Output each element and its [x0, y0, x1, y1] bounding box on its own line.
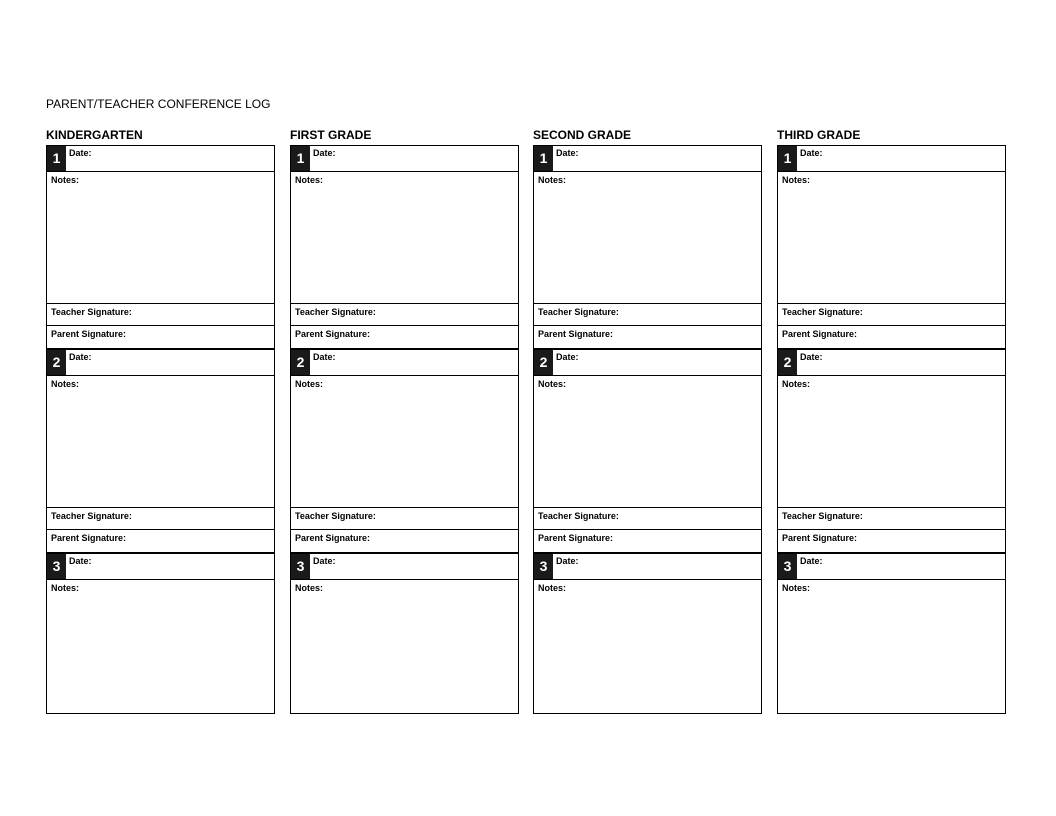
grade-column — [46, 128, 275, 714]
conference-table — [533, 145, 762, 714]
notes-field[interactable] — [778, 376, 1005, 508]
date-row[interactable] — [534, 350, 761, 376]
conference-entry — [47, 552, 274, 713]
notes-label: Notes: — [51, 379, 80, 389]
teacher-signature-field[interactable] — [778, 304, 1005, 326]
conference-number: 2 — [291, 350, 310, 375]
date-row[interactable] — [778, 554, 1005, 580]
conference-number: 1 — [47, 146, 66, 171]
notes-label: Notes: — [51, 175, 80, 185]
conference-number: 3 — [778, 554, 797, 579]
teacher-signature-field[interactable] — [47, 304, 274, 326]
date-label: Date: — [556, 148, 579, 158]
grade-column — [533, 128, 762, 714]
date-label: Date: — [800, 556, 823, 566]
date-row[interactable] — [778, 350, 1005, 376]
conference-entry — [291, 552, 518, 713]
date-label: Date: — [313, 556, 336, 566]
date-label: Date: — [556, 352, 579, 362]
notes-field[interactable] — [778, 580, 1005, 713]
date-label: Date: — [69, 148, 92, 158]
notes-label: Notes: — [538, 175, 567, 185]
grade-heading: SECOND GRADE — [533, 128, 632, 142]
notes-label: Notes: — [782, 379, 811, 389]
parent-signature-label: Parent Signature: — [295, 533, 371, 543]
conference-entry — [534, 348, 761, 552]
notes-field[interactable] — [47, 376, 274, 508]
parent-signature-field[interactable] — [47, 326, 274, 348]
conference-number: 1 — [291, 146, 310, 171]
teacher-signature-label: Teacher Signature: — [51, 511, 132, 521]
notes-label: Notes: — [295, 175, 324, 185]
date-label: Date: — [313, 352, 336, 362]
parent-signature-label: Parent Signature: — [51, 329, 127, 339]
conference-number: 3 — [47, 554, 66, 579]
date-row[interactable] — [291, 146, 518, 172]
date-row[interactable] — [291, 350, 518, 376]
teacher-signature-label: Teacher Signature: — [782, 307, 863, 317]
conference-entry — [47, 146, 274, 348]
teacher-signature-label: Teacher Signature: — [782, 511, 863, 521]
teacher-signature-field[interactable] — [291, 508, 518, 530]
conference-entry — [778, 552, 1005, 713]
parent-signature-field[interactable] — [291, 530, 518, 552]
teacher-signature-field[interactable] — [291, 304, 518, 326]
date-label: Date: — [313, 148, 336, 158]
date-row[interactable] — [291, 554, 518, 580]
notes-label: Notes: — [782, 583, 811, 593]
notes-label: Notes: — [538, 583, 567, 593]
date-row[interactable] — [47, 350, 274, 376]
parent-signature-field[interactable] — [778, 530, 1005, 552]
conference-entry — [778, 146, 1005, 348]
notes-field[interactable] — [534, 580, 761, 713]
conference-number: 2 — [534, 350, 553, 375]
notes-field[interactable] — [291, 580, 518, 713]
date-row[interactable] — [778, 146, 1005, 172]
conference-table — [290, 145, 519, 714]
date-row[interactable] — [534, 146, 761, 172]
conference-entry — [534, 146, 761, 348]
notes-label: Notes: — [295, 583, 324, 593]
parent-signature-label: Parent Signature: — [782, 533, 858, 543]
conference-entry — [778, 348, 1005, 552]
conference-entry — [534, 552, 761, 713]
grade-heading: THIRD GRADE — [777, 128, 861, 142]
teacher-signature-label: Teacher Signature: — [538, 307, 619, 317]
parent-signature-field[interactable] — [778, 326, 1005, 348]
date-label: Date: — [69, 556, 92, 566]
teacher-signature-field[interactable] — [534, 508, 761, 530]
parent-signature-label: Parent Signature: — [295, 329, 371, 339]
notes-field[interactable] — [47, 172, 274, 304]
parent-signature-label: Parent Signature: — [538, 329, 614, 339]
teacher-signature-label: Teacher Signature: — [51, 307, 132, 317]
conference-number: 1 — [778, 146, 797, 171]
grade-heading: FIRST GRADE — [290, 128, 372, 142]
notes-field[interactable] — [534, 172, 761, 304]
parent-signature-field[interactable] — [291, 326, 518, 348]
date-row[interactable] — [47, 554, 274, 580]
teacher-signature-label: Teacher Signature: — [295, 307, 376, 317]
grade-column — [777, 128, 1006, 714]
parent-signature-label: Parent Signature: — [51, 533, 127, 543]
parent-signature-field[interactable] — [534, 530, 761, 552]
teacher-signature-label: Teacher Signature: — [538, 511, 619, 521]
date-label: Date: — [800, 352, 823, 362]
parent-signature-field[interactable] — [534, 326, 761, 348]
grade-column — [290, 128, 519, 714]
parent-signature-label: Parent Signature: — [782, 329, 858, 339]
notes-label: Notes: — [782, 175, 811, 185]
teacher-signature-field[interactable] — [47, 508, 274, 530]
notes-field[interactable] — [534, 376, 761, 508]
conference-number: 3 — [291, 554, 310, 579]
conference-number: 2 — [778, 350, 797, 375]
parent-signature-field[interactable] — [47, 530, 274, 552]
date-row[interactable] — [534, 554, 761, 580]
date-row[interactable] — [47, 146, 274, 172]
conference-entry — [291, 146, 518, 348]
notes-field[interactable] — [291, 172, 518, 304]
notes-label: Notes: — [295, 379, 324, 389]
teacher-signature-field[interactable] — [534, 304, 761, 326]
date-label: Date: — [556, 556, 579, 566]
conference-number: 2 — [47, 350, 66, 375]
grade-heading: KINDERGARTEN — [46, 128, 143, 142]
notes-label: Notes: — [51, 583, 80, 593]
parent-signature-label: Parent Signature: — [538, 533, 614, 543]
conference-entry — [291, 348, 518, 552]
page-title: PARENT/TEACHER CONFERENCE LOG — [46, 97, 271, 111]
date-label: Date: — [69, 352, 92, 362]
date-label: Date: — [800, 148, 823, 158]
conference-table — [46, 145, 275, 714]
notes-field[interactable] — [291, 376, 518, 508]
teacher-signature-label: Teacher Signature: — [295, 511, 376, 521]
conference-entry — [47, 348, 274, 552]
notes-field[interactable] — [778, 172, 1005, 304]
conference-table — [777, 145, 1006, 714]
conference-number: 1 — [534, 146, 553, 171]
conference-number: 3 — [534, 554, 553, 579]
teacher-signature-field[interactable] — [778, 508, 1005, 530]
notes-field[interactable] — [47, 580, 274, 713]
notes-label: Notes: — [538, 379, 567, 389]
